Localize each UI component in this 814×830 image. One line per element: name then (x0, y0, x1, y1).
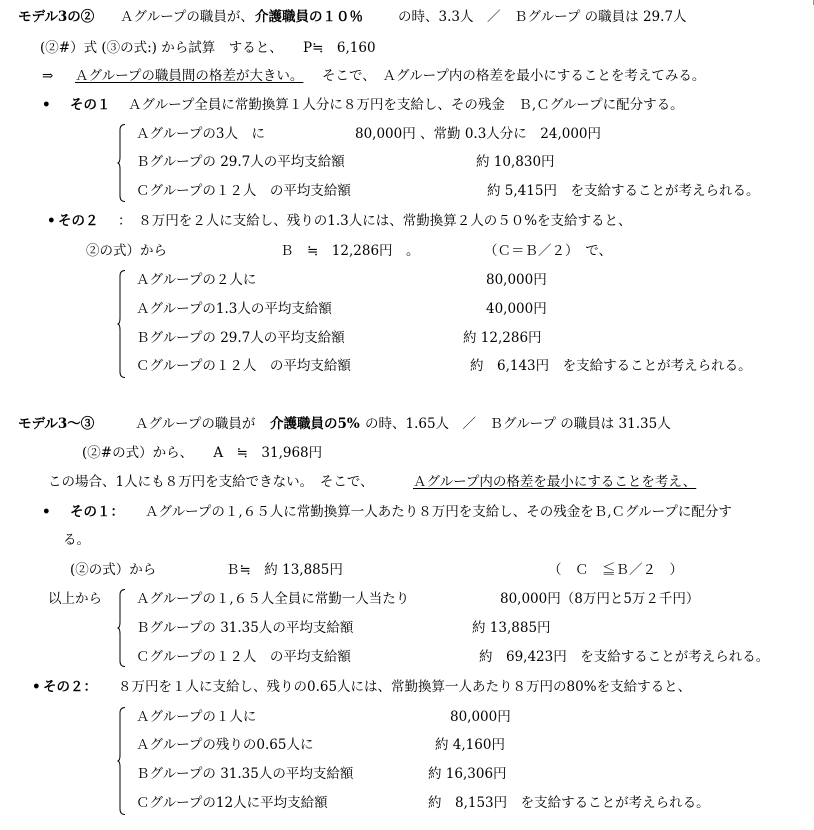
disparity-note-rest: そこで、 Ａグループ内の格差を最小にすることを考えてみる。 (322, 68, 706, 84)
section-title: モデル3の② (18, 9, 95, 25)
brace-left (117, 589, 126, 667)
table-row-label: Ａグループの3人 に (136, 126, 266, 142)
table-row-label: Ａグループの1.3人の平均支給額 (136, 301, 332, 317)
table-row-value: 約 8,153円 を支給することが考えられる。 (428, 795, 710, 811)
option-description: ８万円を１人に支給し、残りの0.65人には、常勤換算一人あたり８万円の80%を支給すると、 (118, 679, 692, 695)
table-row-label: Ａグループの１人に (136, 709, 257, 725)
table-row-value: 80,000円 (450, 709, 511, 725)
option-description: Ａグループの１,６５人に常勤換算一人あたり８万円を支給し、その残金をＢ,Ｃグループに配分す (145, 504, 732, 520)
option-label: その２ (58, 213, 99, 229)
brace-left (117, 124, 126, 202)
condition-text: Ａグループの職員が、 (120, 9, 254, 25)
table-row-label: Ｂグループの 29.7人の平均支給額 (136, 330, 345, 346)
table-row-value: 40,000円 (486, 301, 547, 317)
condition-text-rest: の時、3.3人 ／ Ｂグループ の職員は 29.7人 (398, 9, 687, 25)
table-row-value: 約 13,885円 (472, 620, 551, 636)
condition-emphasis: 介護職員の5% (270, 416, 360, 432)
option-label: その１ (70, 97, 111, 113)
option-label: その２： (43, 679, 97, 695)
table-row-value: 約 69,423円 を支給することが考えられる。 (479, 649, 770, 665)
formula-result: Ｂ ≒ 12,286円 。 (280, 243, 420, 259)
bullet: • (32, 679, 41, 695)
table-row-label: Ａグループの２人に (136, 272, 257, 288)
brace-left (117, 707, 126, 815)
option-description: Ａグループ全員に常勤換算１人分に８万円を支給し、その残金 Ｂ,Ｃグループに配分する。 (128, 97, 684, 113)
bullet: • (47, 213, 56, 229)
disparity-note: Ａグループ内の格差を最小にすることを考え、 (413, 474, 697, 490)
table-row-value: 80,000円（8万円と5万２千円） (500, 591, 700, 607)
table-row-label: Ｃグループの12人に平均支給額 (136, 795, 328, 811)
table-row-value: 約 12,286円 (463, 330, 542, 346)
table-row-value: 約 16,306円 (428, 766, 507, 782)
condition-emphasis: 介護職員の１０％ (255, 9, 363, 25)
arrow-symbol: ⇒ (42, 68, 54, 84)
summary-lead: 以上から (48, 591, 102, 607)
option-description: ： ８万円を２人に支給し、残りの1.3人には、常勤換算２人の５０%を支給すると、 (118, 213, 632, 229)
table-row-label: Ａグループの残りの0.65人に (136, 737, 314, 753)
table-row-label: Ｂグループの 31.35人の平均支給額 (136, 766, 354, 782)
bullet: • (42, 504, 51, 520)
option-label: その１： (70, 504, 124, 520)
table-row-value: 約 4,160円 (435, 737, 505, 753)
table-row-label: Ｃグループの１２人 の平均支給額 (136, 183, 351, 199)
bullet: • (42, 97, 51, 113)
formula-result: Ｂ≒ 約 13,885円 (226, 562, 343, 578)
table-row-value: 約 10,830円 (476, 154, 555, 170)
disparity-note: Ａグループの職員間の格差が大きい。 (75, 68, 304, 84)
condition-text-rest: の時、1.65人 ／ Ｂグループ の職員は 31.35人 (365, 416, 671, 432)
table-row-value: 約 6,143円 を支給することが考えられる。 (470, 358, 752, 374)
option-description-cont: る。 (63, 532, 90, 548)
table-row-value: 80,000円 、常勤 0.3人分に 24,000円 (355, 126, 602, 142)
formula-source: ②の式）から (86, 243, 167, 259)
table-row-value: 80,000円 (486, 272, 547, 288)
table-row-label: Ｂグループの 31.35人の平均支給額 (136, 620, 354, 636)
formula-condition: （Ｃ＝Ｂ／２） で、 (484, 243, 612, 259)
trial-formula: (②#）式 (③の式:) から試算 すると、 P≒ 6,160 (40, 40, 376, 56)
table-row-label: Ｃグループの１２人 の平均支給額 (136, 358, 351, 374)
formula-condition: （ Ｃ ≦Ｂ／２ ） (548, 562, 683, 578)
table-row-value: 約 5,415円 を支給することが考えられる。 (487, 183, 760, 199)
table-row-label: Ａグループの１,６５人全員に常勤一人当たり (136, 591, 410, 607)
impossibility-note: この場合、1人にも８万円を支給できない。 そこで、 (48, 474, 374, 490)
brace-left (117, 270, 126, 378)
table-row-label: Ｂグループの 29.7人の平均支給額 (136, 154, 345, 170)
trial-formula: (②#の式）から、 A ≒ 31,968円 (82, 445, 323, 461)
table-row-label: Ｃグループの１２人 の平均支給額 (136, 649, 351, 665)
section-title: モデル3～③ (18, 416, 95, 432)
formula-source: (②の式）から (70, 562, 157, 578)
condition-text: Ａグループの職員が (135, 416, 256, 432)
